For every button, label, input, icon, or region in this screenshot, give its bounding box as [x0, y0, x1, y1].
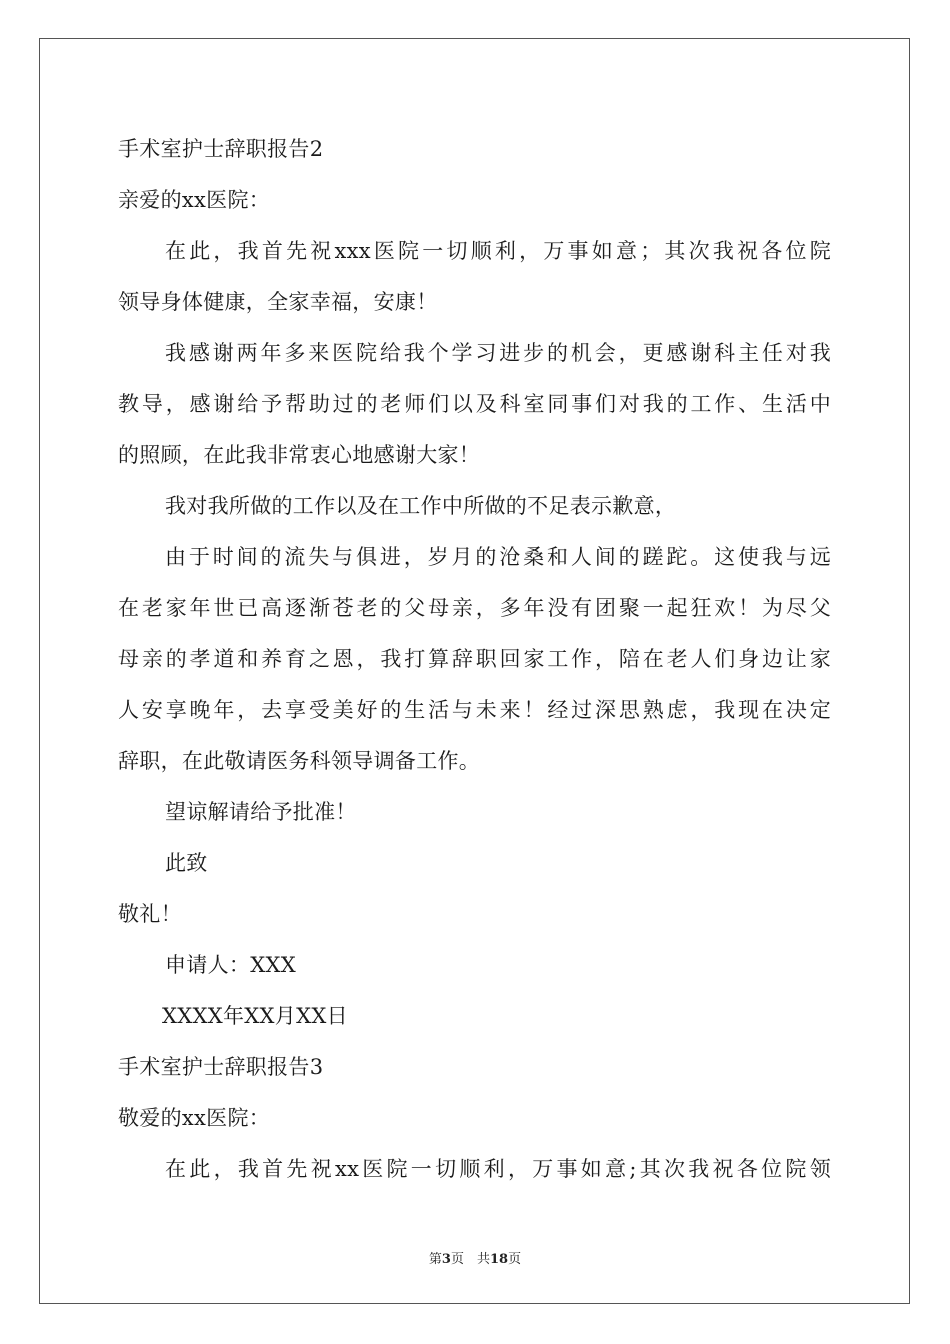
paragraph-line: 母亲的孝道和养育之恩，我打算辞职回家工作，陪在老人们身边让家: [118, 647, 831, 671]
applicant-line: 申请人：XXX: [165, 953, 296, 977]
page-current: 3: [441, 1252, 451, 1267]
paragraph-line: 在此，我首先祝xxx医院一切顺利，万事如意；其次我祝各位院: [165, 239, 831, 263]
closing-line: 此致: [165, 851, 208, 875]
paragraph-line: 教导，感谢给予帮助过的老师们以及科室同事们对我的工作、生活中: [118, 392, 831, 416]
paragraph-line: 在此，我首先祝xx医院一切顺利，万事如意;其次我祝各位院领: [165, 1157, 831, 1181]
page-total: 18: [489, 1252, 509, 1267]
closing-salute: 敬礼！: [118, 902, 182, 926]
request-line: 望谅解请给予批准！: [165, 800, 357, 824]
page-suffix: 页: [508, 1252, 522, 1267]
paragraph-line: 由于时间的流失与俱进，岁月的沧桑和人间的蹉跎。这使我与远: [165, 545, 831, 569]
paragraph-line: 在老家年世已高逐渐苍老的父母亲，多年没有团聚一起狂欢！为尽父: [118, 596, 831, 620]
salutation-3: 敬爱的xx医院：: [118, 1106, 271, 1130]
paragraph-line: 辞职，在此敬请医务科领导调备工作。: [118, 749, 481, 773]
section-title-2: 手术室护士辞职报告2: [118, 137, 324, 161]
page-footer: [0, 1248, 950, 1267]
paragraph-line: 的照顾，在此我非常衷心地感谢大家！: [118, 443, 481, 467]
paragraph-line: 我对我所做的工作以及在工作中所做的不足表示歉意，: [165, 494, 677, 518]
section-title-3: 手术室护士辞职报告3: [118, 1055, 324, 1079]
date-line: XXXX年XX月XX日: [162, 1004, 348, 1028]
paragraph-line: 领导身体健康，全家幸福，安康！: [118, 290, 438, 314]
page-mid: 页 共: [450, 1252, 490, 1267]
salutation-2: 亲爱的xx医院：: [118, 188, 271, 212]
page-prefix: 第: [428, 1252, 442, 1267]
paragraph-line: 我感谢两年多来医院给我个学习进步的机会，更感谢科主任对我: [165, 341, 831, 365]
paragraph-line: 人安享晚年，去享受美好的生活与未来！经过深思熟虑，我现在决定: [118, 698, 831, 722]
